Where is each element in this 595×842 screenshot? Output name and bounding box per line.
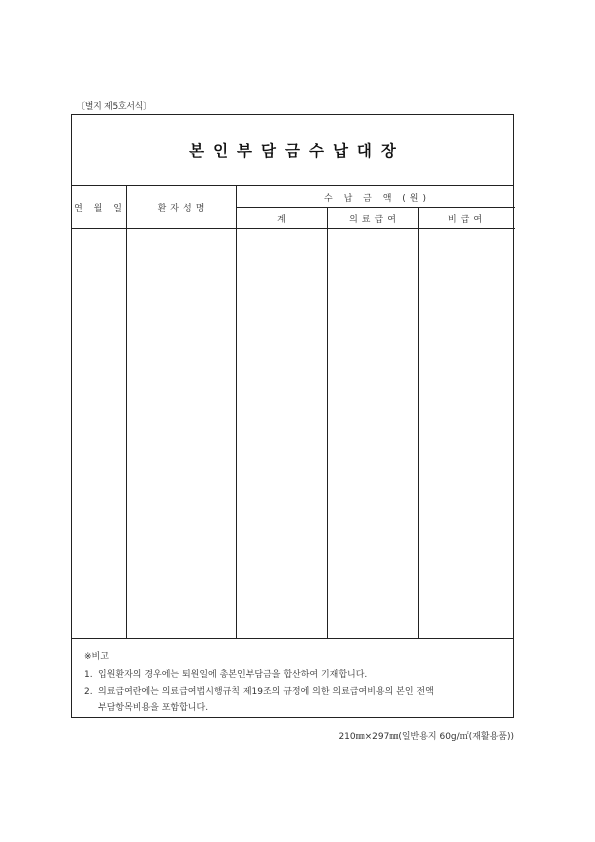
col-divider-2 xyxy=(236,186,237,638)
remark-item-2 xyxy=(84,684,434,697)
header-patient-name: 환자성명 xyxy=(157,204,209,214)
remark-item-2-continuation: 부담항목비용을 포함합니다. xyxy=(98,703,209,713)
remark-number: 1. xyxy=(84,670,93,680)
remarks-heading: ※비고 xyxy=(84,652,109,662)
remark-text: 입원환자의 경우에는 퇴원일에 총본인부담금을 합산하여 기재합니다. xyxy=(98,670,368,680)
col-divider-4 xyxy=(418,207,419,638)
subheader-divider xyxy=(236,207,515,208)
ledger-table xyxy=(72,186,513,638)
paper-spec: 210㎜×297㎜(일반용지 60g/㎡(재활용품)) xyxy=(338,732,514,742)
page-title: 본인부담금수납대장 xyxy=(189,142,405,160)
header-date: 연 월 일 xyxy=(74,204,126,214)
remarks-section xyxy=(72,638,513,719)
remark-number: 2. xyxy=(84,687,93,697)
header-total: 계 xyxy=(277,215,290,225)
ledger-form xyxy=(71,114,514,718)
title-row xyxy=(72,115,513,186)
col-divider-3 xyxy=(327,207,328,638)
form-label: 〔별지 제5호서식〕 xyxy=(76,102,152,112)
col-divider-1 xyxy=(126,186,127,638)
header-bottom-line xyxy=(72,228,515,229)
remark-text: 의료급여란에는 의료급여법시행규칙 제19조의 규정에 의한 의료급여비용의 본인 전액 xyxy=(98,687,434,697)
header-non-benefit: 비급여 xyxy=(447,215,487,225)
remark-item-1 xyxy=(84,667,367,680)
header-payment-amount: 수 납 금 액 (원) xyxy=(324,194,430,204)
header-medical-benefit: 의료급여 xyxy=(349,215,400,225)
